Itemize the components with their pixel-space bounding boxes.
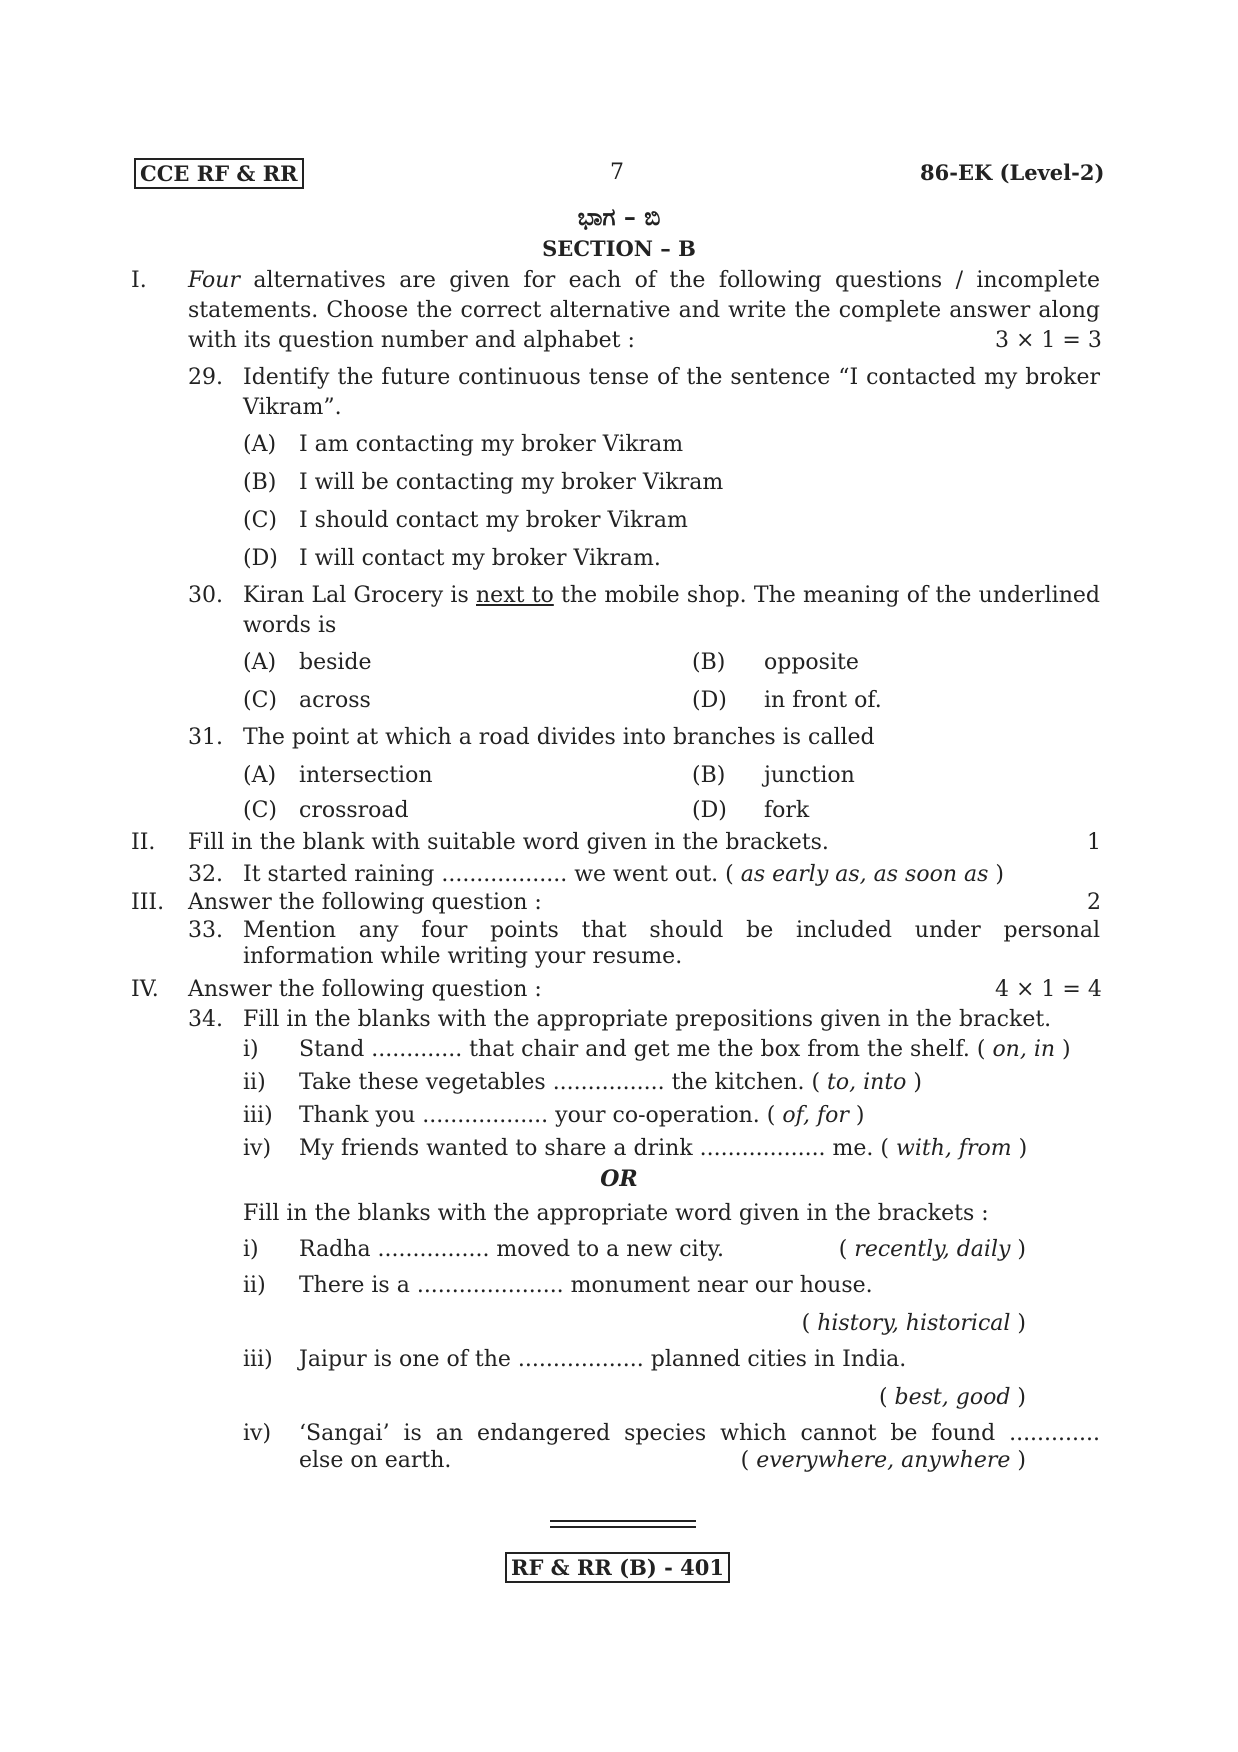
q34b-item3-hint: ( best, good )	[878, 1385, 1026, 1410]
q34-item3-number: iii)	[243, 1103, 273, 1128]
q34-item4-close: )	[1011, 1136, 1028, 1161]
q30-option-b: opposite	[764, 650, 859, 675]
q34b-item2-hint: ( history, historical )	[801, 1311, 1026, 1336]
q34b-item2-text: There is a ..................... monument near our house.	[299, 1273, 873, 1298]
q29-option-d-label: (D)	[243, 546, 278, 571]
q30-underlined: next to	[476, 583, 554, 608]
q34-item4-number: iv)	[243, 1136, 272, 1161]
q1-line1	[188, 268, 1100, 293]
q34-item4	[299, 1136, 1027, 1161]
q30-pre: Kiran Lal Grocery is	[243, 583, 477, 608]
q31-option-b-label: (B)	[692, 763, 726, 788]
q4-text: Answer the following question :	[188, 977, 542, 1002]
q30-option-a: beside	[299, 650, 372, 675]
q34-item2-hint: to, into	[827, 1070, 907, 1095]
q33-line1: Mention any four points that should be included under personal	[243, 918, 1100, 943]
q33-line2: information while writing your resume.	[243, 944, 683, 969]
q31-option-a-label: (A)	[243, 763, 277, 788]
q34-item2-number: ii)	[243, 1070, 266, 1095]
q31-option-c-label: (C)	[243, 798, 277, 823]
q29-option-b: I will be contacting my broker Vikram	[299, 470, 724, 495]
q30-line2: words is	[243, 613, 337, 638]
q34-item2-text: Take these vegetables ................ the kitchen. (	[299, 1070, 828, 1095]
q34-item3-close: )	[848, 1103, 865, 1128]
q34b-item4-number: iv)	[243, 1421, 272, 1446]
q34b-item4-hint: ( everywhere, anywhere )	[740, 1448, 1026, 1473]
q29-option-b-label: (B)	[243, 470, 277, 495]
q31-option-d: fork	[764, 798, 810, 823]
q34b-item1-hint-text: recently, daily	[854, 1237, 1011, 1262]
q34b-item4-text: ‘Sangai’ is an endangered species which cannot be found .............	[299, 1421, 1100, 1446]
q34b-item3-hint-text: best, good	[894, 1385, 1011, 1410]
q34b-item1-number: i)	[243, 1237, 259, 1262]
q34-item1	[299, 1037, 1071, 1062]
q34b-item1-hint: ( recently, daily )	[838, 1237, 1026, 1262]
q4-marks: 4 × 1 = 4	[995, 977, 1102, 1002]
footer-rule-bottom	[550, 1526, 696, 1528]
q29-option-a: I am contacting my broker Vikram	[299, 432, 684, 457]
q29-line1: Identify the future continuous tense of the sentence “I contacted my broker	[243, 365, 1100, 390]
q31-option-b: junction	[764, 763, 855, 788]
q34-item1-close: )	[1055, 1037, 1071, 1062]
q32-close: )	[988, 862, 1004, 887]
q29-option-a-label: (A)	[243, 432, 277, 457]
header-right-code: 86-EK (Level-2)	[920, 160, 1105, 185]
q30-option-d: in front of.	[764, 688, 882, 713]
q34b-item2-number: ii)	[243, 1273, 266, 1298]
q34-item2-close: )	[906, 1070, 922, 1095]
q34b-item4-hint-text: everywhere, anywhere	[756, 1448, 1011, 1473]
q31-line1: The point at which a road divides into branches is called	[243, 725, 875, 750]
q34-item1-text: Stand ............. that chair and get me the box from the shelf. (	[299, 1037, 993, 1062]
q34-item1-hint: on, in	[992, 1037, 1056, 1062]
section-title: SECTION – B	[542, 236, 696, 261]
q31-option-d-label: (D)	[692, 798, 727, 823]
q30-line1	[243, 583, 1100, 608]
q34-item3-hint: of, for	[782, 1103, 849, 1128]
q34b-item1-text: Radha ................ moved to a new city.	[299, 1237, 724, 1262]
q29-option-c-label: (C)	[243, 508, 277, 533]
q32-hint: as early as, as soon as	[740, 862, 989, 887]
q30-option-c: across	[299, 688, 371, 713]
q34-item3	[299, 1103, 864, 1128]
q34-intro: Fill in the blanks with the appropriate prepositions given in the bracket.	[243, 1007, 1052, 1032]
q2-number: II.	[131, 830, 156, 855]
q34-item1-number: i)	[243, 1037, 259, 1062]
q34b-item3-text: Jaipur is one of the .................. planned cities in India.	[299, 1347, 907, 1372]
q29-number: 29.	[188, 365, 223, 390]
q1-line2: statements. Choose the correct alternative and write the complete answer along	[188, 298, 1100, 323]
q34-item2	[299, 1070, 922, 1095]
q32-stem: It started raining .................. we went out. (	[243, 862, 741, 887]
q1-line3: with its question number and alphabet :	[188, 328, 635, 353]
section-kannada: ಭಾಗ – ಬಿ	[577, 202, 661, 231]
q32-text	[243, 862, 1004, 887]
q31-option-c: crossroad	[299, 798, 409, 823]
q32-number: 32.	[188, 862, 223, 887]
q3-number: III.	[131, 890, 165, 915]
q1-four: Four	[188, 268, 240, 293]
q30-post: the mobile shop. The meaning of the underlined	[553, 583, 1100, 608]
q30-option-c-label: (C)	[243, 688, 277, 713]
q29-line2: Vikram”.	[243, 395, 342, 420]
q2-text: Fill in the blank with suitable word given in the brackets.	[188, 830, 829, 855]
q30-option-a-label: (A)	[243, 650, 277, 675]
q30-option-d-label: (D)	[692, 688, 727, 713]
or-separator: OR	[600, 1166, 638, 1192]
q34b-item3-number: iii)	[243, 1347, 273, 1372]
footer-rule-top	[550, 1520, 696, 1522]
q4-number: IV.	[131, 977, 159, 1002]
q1-line1-text: alternatives are given for each of the following questions / incomplete	[240, 268, 1100, 293]
header-left-box: CCE RF & RR	[134, 158, 304, 189]
q34b-item4-text2: else on earth.	[299, 1448, 452, 1473]
q1-marks: 3 × 1 = 3	[995, 328, 1102, 353]
q34-item4-hint: with, from	[896, 1136, 1012, 1161]
footer-code: RF & RR (B) - 401	[505, 1552, 730, 1583]
q30-number: 30.	[188, 583, 223, 608]
q31-number: 31.	[188, 725, 223, 750]
q33-number: 33.	[188, 918, 223, 943]
q30-option-b-label: (B)	[692, 650, 726, 675]
q29-option-d: I will contact my broker Vikram.	[299, 546, 661, 571]
q34-item4-text: My friends wanted to share a drink .................. me. (	[299, 1136, 896, 1161]
q3-marks: 2	[1087, 890, 1101, 915]
q2-marks: 1	[1087, 830, 1101, 855]
q31-option-a: intersection	[299, 763, 433, 788]
q34-intro2: Fill in the blanks with the appropriate word given in the brackets :	[243, 1201, 989, 1226]
q34-number: 34.	[188, 1007, 223, 1032]
q29-option-c: I should contact my broker Vikram	[299, 508, 688, 533]
q3-text: Answer the following question :	[188, 890, 542, 915]
page-number: 7	[610, 160, 624, 185]
q34b-item2-hint-text: history, historical	[817, 1311, 1011, 1336]
q1-number: I.	[131, 268, 147, 293]
q34-item3-text: Thank you .................. your co-operation. (	[299, 1103, 783, 1128]
